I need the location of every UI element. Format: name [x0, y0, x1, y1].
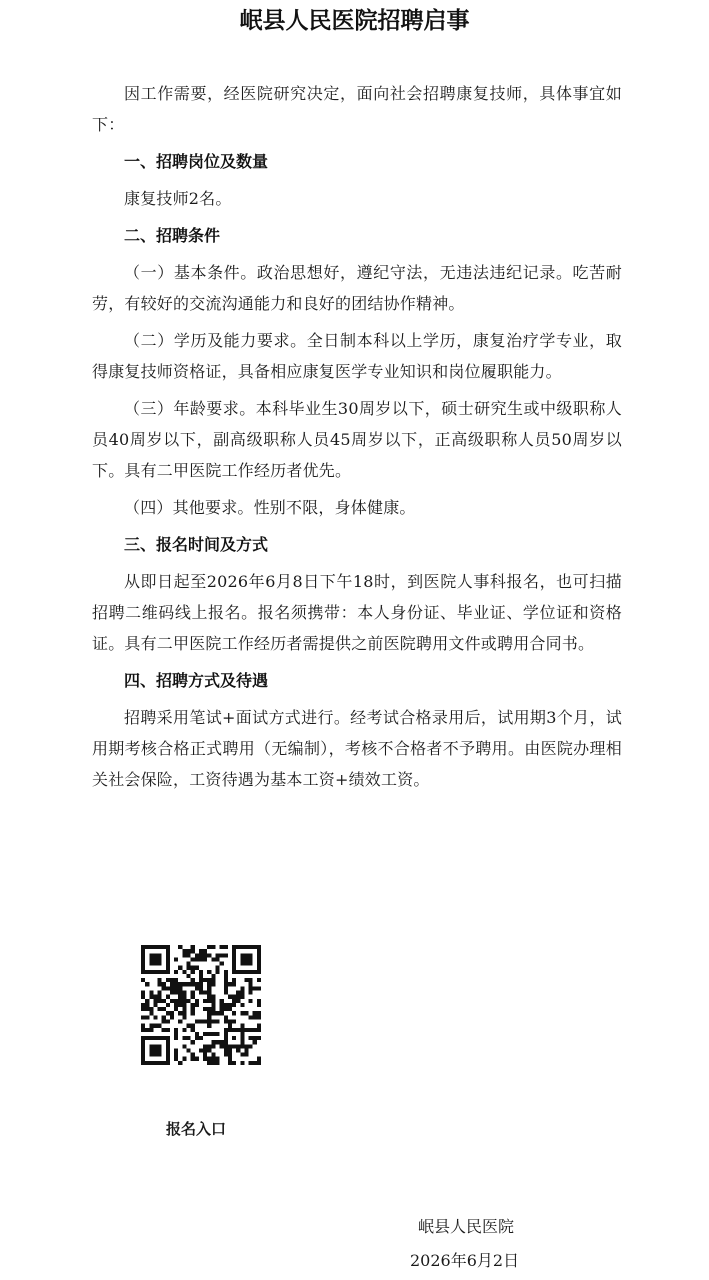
positions-paragraph: 康复技师2名。 [124, 189, 232, 208]
section-heading-positions: 一、招聘岗位及数量 [124, 152, 269, 171]
qr-caption: 报名入口 [166, 1120, 227, 1138]
condition-other: （四）其他要求。性别不限，身体健康。 [124, 498, 416, 517]
section-heading-conditions: 二、招聘条件 [124, 226, 221, 245]
condition-basic: （一）基本条件。政治思想好，遵纪守法，无违法违纪记录。吃苦耐劳，有较好的交流沟通能力和良好的团结协作精神。 [92, 263, 622, 313]
page-title: 岷县人民医院招聘启事 [239, 8, 470, 34]
intro-paragraph: 因工作需要，经医院研究决定，面向社会招聘康复技师，具体事宜如下： [92, 84, 622, 134]
method-paragraph: 招聘采用笔试+面试方式进行。经考试合格录用后，试用期3个月，试用期考核合格正式聘用（无编制），考核不合格者不予聘用。由医院办理相关社会保险，工资待遇为基本工资+绩效工资。 [92, 708, 622, 789]
registration-paragraph: 从即日起至2026年6月8日下午18时，到医院人事科报名，也可扫描招聘二维码线上报名。报名须携带：本人身份证、毕业证、学位证和资格证。具有二甲医院工作经历者需提供之前医院聘用文件或聘用合同书。 [92, 572, 622, 653]
section-heading-registration: 三、报名时间及方式 [124, 535, 269, 554]
signature-date: 2026年6月2日 [410, 1251, 520, 1270]
qr-code-icon[interactable] [141, 945, 261, 1065]
section-heading-method: 四、招聘方式及待遇 [124, 671, 269, 690]
signature-org: 岷县人民医院 [418, 1217, 515, 1236]
condition-education: （二）学历及能力要求。全日制本科以上学历，康复治疗学专业，取得康复技师资格证，具备相应康复医学专业知识和岗位履职能力。 [92, 331, 622, 381]
notice-body [92, 78, 622, 801]
condition-age: （三）年龄要求。本科毕业生30周岁以下，硕士研究生或中级职称人员40周岁以下，副高级职称人员45周岁以下，正高级职称人员50周岁以下。具有二甲医院工作经历者优先。 [92, 399, 622, 480]
